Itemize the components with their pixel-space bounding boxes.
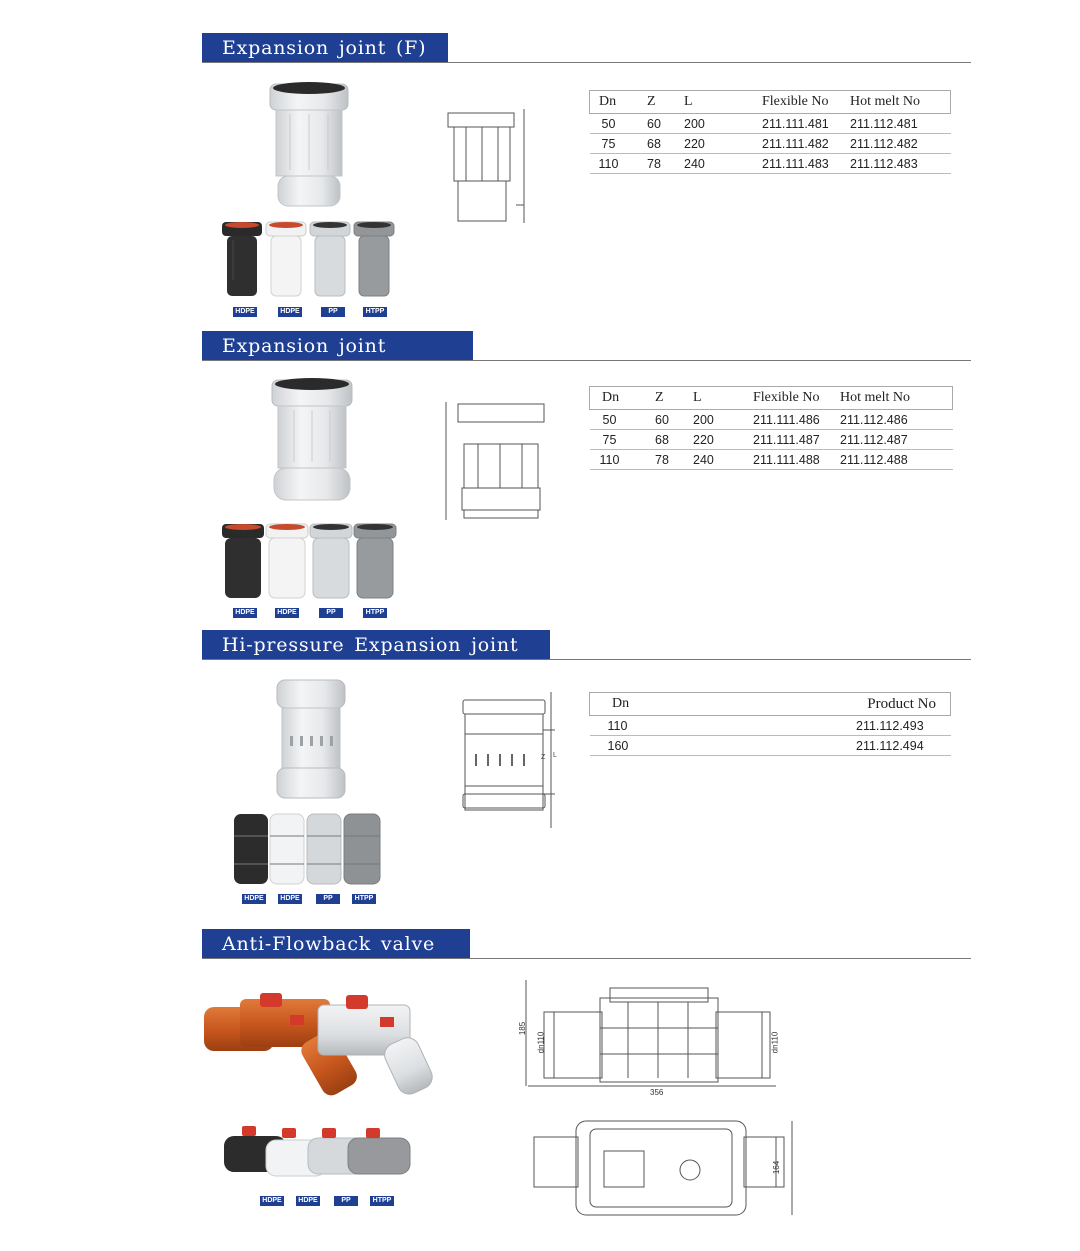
dimension-label-inlet: dn110 (536, 1031, 546, 1054)
table-row (590, 430, 953, 450)
table-cell: 200 (684, 114, 762, 134)
section-title: Expansion joint (F) (202, 33, 448, 63)
column-header: Flexible No (762, 91, 850, 114)
technical-drawing (440, 398, 550, 523)
table-cell: 211.111.481 (762, 114, 850, 134)
material-badge: PP (321, 307, 345, 317)
section-header-expansion-joint (202, 331, 971, 361)
section-title: Hi-pressure Expansion joint (202, 630, 550, 660)
table-cell: 50 (590, 114, 648, 134)
section-header-anti-flowback-valve (202, 929, 971, 959)
table-cell: 160 (590, 736, 733, 756)
material-badge: HDPE (278, 307, 302, 317)
table-cell: 78 (655, 450, 693, 470)
table-cell: 78 (647, 154, 684, 174)
table-cell: 110 (590, 716, 733, 736)
table-cell: 75 (590, 134, 648, 154)
spec-table (589, 386, 953, 470)
table-cell: 211.112.493 (732, 716, 951, 736)
table-cell: 240 (693, 450, 753, 470)
dimension-label: Z (541, 754, 546, 761)
table-cell: 211.112.482 (850, 134, 951, 154)
table-cell: 211.112.483 (850, 154, 951, 174)
table-header-row (590, 387, 953, 410)
column-header: L (684, 91, 762, 114)
table-cell: 211.112.494 (732, 736, 951, 756)
table-cell: 60 (647, 114, 684, 134)
product-photo-main (274, 678, 348, 802)
material-badge: HTPP (370, 1196, 394, 1206)
spec-table (589, 90, 951, 174)
material-badge: HDPE (260, 1196, 284, 1206)
column-header: Dn (590, 387, 656, 410)
table-cell: 220 (684, 134, 762, 154)
material-badge: PP (334, 1196, 358, 1206)
product-photo-variants (222, 1122, 414, 1188)
table-cell: 110 (590, 154, 648, 174)
table-cell: 60 (655, 410, 693, 430)
product-photo-main (200, 985, 440, 1107)
dimension-label-length: 356 (650, 1088, 664, 1097)
table-cell: 211.112.481 (850, 114, 951, 134)
section-rule (202, 62, 971, 63)
table-cell: 211.111.483 (762, 154, 850, 174)
column-header: Dn (590, 91, 648, 114)
section-title: Expansion joint (202, 331, 473, 361)
column-header: Z (655, 387, 693, 410)
material-badge: HDPE (278, 894, 302, 904)
spec-table (589, 692, 951, 756)
product-photo-main (264, 80, 354, 210)
technical-drawing-top-view (530, 1115, 800, 1225)
table-cell: 200 (693, 410, 753, 430)
dimension-label-outlet: dn110 (770, 1031, 780, 1054)
material-badge: PP (316, 894, 340, 904)
table-cell: 240 (684, 154, 762, 174)
table-row (590, 410, 953, 430)
dimension-label-width: 164 (772, 1160, 782, 1175)
table-cell: 50 (590, 410, 656, 430)
section-rule (202, 360, 971, 361)
product-photo-main (266, 376, 358, 506)
table-cell: 211.112.487 (840, 430, 953, 450)
material-badge: HDPE (233, 307, 257, 317)
table-cell: 68 (647, 134, 684, 154)
column-header: L (693, 387, 753, 410)
material-badge: HDPE (233, 608, 257, 618)
column-header: Hot melt No (850, 91, 951, 114)
section-rule (202, 659, 971, 660)
material-badge: HTPP (363, 307, 387, 317)
table-cell: 220 (693, 430, 753, 450)
technical-drawing-side-view (518, 974, 788, 1100)
material-badge: HDPE (296, 1196, 320, 1206)
material-badge: HTPP (352, 894, 376, 904)
column-header: Hot melt No (840, 387, 953, 410)
table-cell: 211.111.486 (753, 410, 840, 430)
column-header: Flexible No (753, 387, 840, 410)
table-cell: 68 (655, 430, 693, 450)
technical-drawing (455, 690, 565, 830)
table-cell: 110 (590, 450, 656, 470)
column-header: Dn (590, 693, 733, 716)
section-header-expansion-joint-f (202, 33, 971, 63)
table-cell: 211.111.482 (762, 134, 850, 154)
table-row (590, 154, 951, 174)
table-cell: 211.112.488 (840, 450, 953, 470)
table-header-row (590, 693, 951, 716)
table-cell: 211.111.488 (753, 450, 840, 470)
material-badge: PP (319, 608, 343, 618)
material-badge: HDPE (242, 894, 266, 904)
material-badge: HTPP (363, 608, 387, 618)
table-row (590, 134, 951, 154)
table-cell: 211.112.486 (840, 410, 953, 430)
column-header: Product No (732, 693, 951, 716)
dimension-label: L (553, 752, 557, 759)
product-photo-variants (232, 812, 384, 886)
section-title: Anti-Flowback valve (202, 929, 470, 959)
technical-drawing (440, 105, 530, 230)
table-row (590, 736, 951, 756)
section-rule (202, 958, 971, 959)
table-header-row (590, 91, 951, 114)
table-cell: 211.111.487 (753, 430, 840, 450)
material-badge: HDPE (275, 608, 299, 618)
table-row (590, 450, 953, 470)
table-row (590, 716, 951, 736)
section-header-hi-pressure-expansion-joint (202, 630, 971, 660)
column-header: Z (647, 91, 684, 114)
dimension-label-height: 185 (518, 1021, 528, 1036)
product-photo-variants (220, 522, 404, 602)
product-photo-variants (220, 220, 400, 302)
table-row (590, 114, 951, 134)
table-cell: 75 (590, 430, 656, 450)
